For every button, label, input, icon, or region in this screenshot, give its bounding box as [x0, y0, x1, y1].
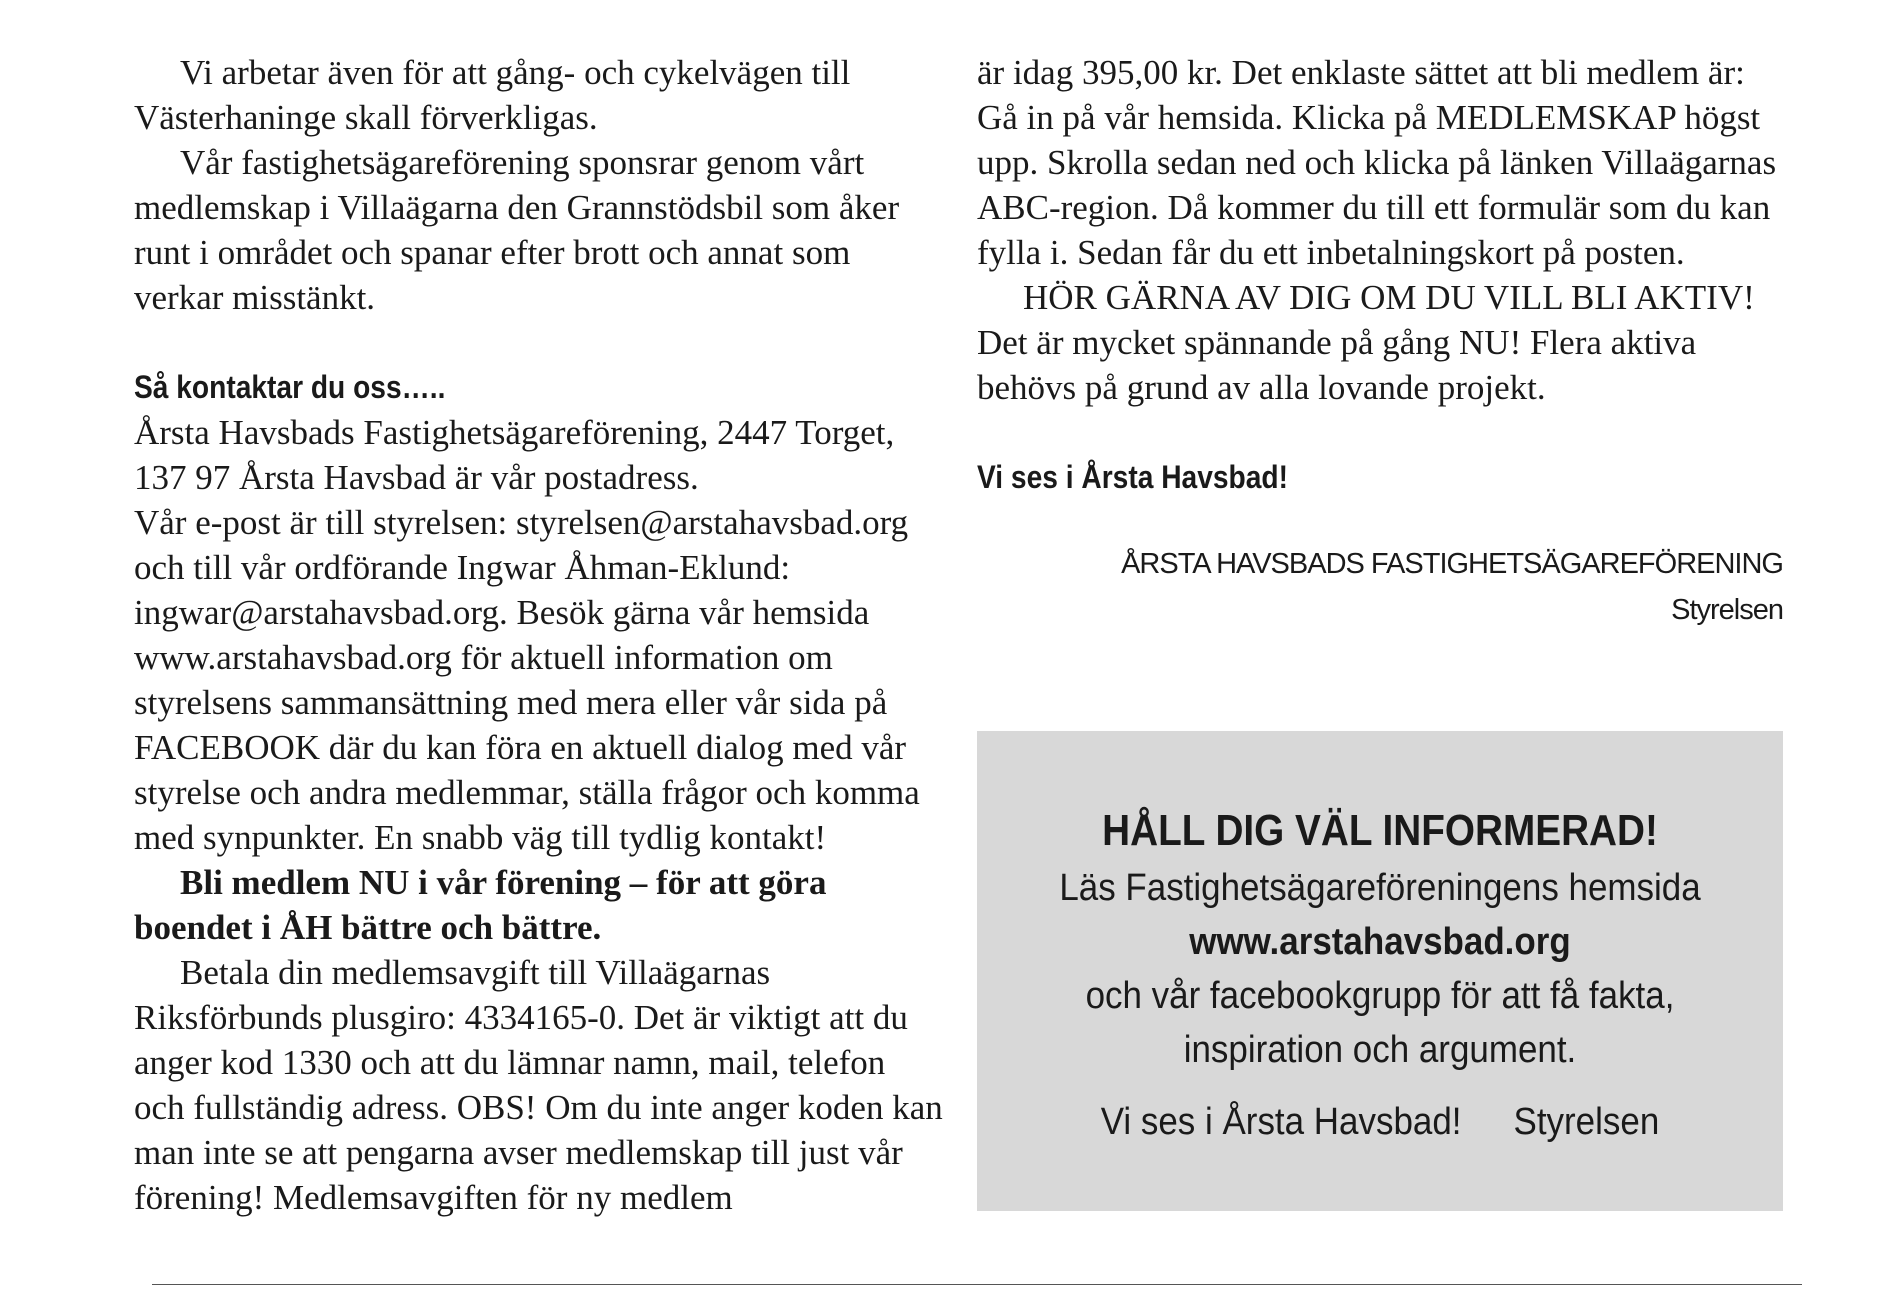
right-column	[977, 50, 1782, 634]
membership-fee-paragraph: är idag 395,00 kr. Det enklaste sättet att bli medlem är: Gå in på vår hemsida. Klicka på MEDLEMSKAP högst upp. Skrolla sedan ned och klicka på länken Villaägarnas ABC-region. Då kommer du till ett formulär som du kan fylla i. Sedan får du ett inbetalningskort på posten.	[977, 53, 1777, 272]
closing-greeting: Vi ses i Årsta Havsbad!	[977, 459, 1288, 495]
payment-paragraph: Betala din medlemsavgift till Villaägarnas Riksförbunds plusgiro: 4334165-0. Det är viktigt att du anger kod 1330 och att du lämnar namn, mail, telefon och fullständig adress. OBS! Om du inte anger koden kan man inte se att pengarna avser medlemskap till just vår förening! Medlemsavgiften för ny medlem	[134, 953, 943, 1217]
info-box-footer	[1009, 1095, 1751, 1149]
website-url: www.arstahavsbad.org	[1189, 921, 1571, 963]
info-box-greeting: Vi ses i Årsta Havsbad!	[1100, 1101, 1462, 1143]
info-box-signature: Styrelsen	[1513, 1101, 1660, 1143]
info-box	[977, 731, 1783, 1211]
get-active-paragraph: HÖR GÄRNA AV DIG OM DU VILL BLI AKTIV! Det är mycket spännande på gång NU! Flera aktiva behövs på grund av alla lovande projekt.	[977, 278, 1755, 407]
info-box-line-3: inspiration och argument.	[1183, 1029, 1577, 1071]
postal-address-line-1: Årsta Havsbads Fastighetsägareförening, 2447 Torget,	[134, 413, 895, 452]
signature-organization: ÅRSTA HAVSBADS FASTIGHETSÄGAREFÖRENING	[1121, 548, 1783, 580]
gc-path-paragraph: Vi arbetar även för att gång- och cykelvägen till Västerhaninge skall förverkligas.	[134, 53, 851, 137]
contact-heading: Så kontaktar du oss…..	[134, 369, 446, 405]
info-box-line-2: och vår facebookgrupp för att få fakta,	[1085, 975, 1675, 1017]
info-box-title: HÅLL DIG VÄL INFORMERAD!	[1102, 806, 1658, 855]
signature-board: Styrelsen	[1671, 594, 1783, 626]
spacer	[134, 320, 944, 365]
bottom-divider	[152, 1284, 1802, 1285]
sponsor-paragraph: Vår fastighetsägareförening sponsrar genom vårt medlemskap i Villaägarna den Grannstödsbil som åker runt i området och spanar efter brott och annat som verkar misstänkt.	[134, 143, 900, 317]
info-box-line-1: Läs Fastighetsägareföreningens hemsida	[1059, 867, 1701, 909]
spacer	[977, 500, 1782, 540]
spacer	[977, 410, 1782, 455]
left-column	[134, 50, 944, 1220]
membership-call-to-action: Bli medlem NU i vår förening – för att göra boendet i ÅH bättre och bättre.	[134, 863, 827, 947]
postal-address-line-2: 137 97 Årsta Havsbad är vår postadress.	[134, 458, 699, 497]
contact-paragraph: Vår e-post är till styrelsen: styrelsen@arstahavsbad.org och till vår ordförande Ingwar Åhman-Eklund: ingwar@arstahavsbad.org. Besök gärna vår hemsida www.arstahavsbad.org för aktuell information om styrelsens sammansättning med mera eller vår sida på FACEBOOK där du kan föra en aktuell dialog med vår styrelse och andra medlemmar, ställa frågor och komma med synpunkter. En snabb väg till tydlig kontakt!	[134, 503, 920, 857]
